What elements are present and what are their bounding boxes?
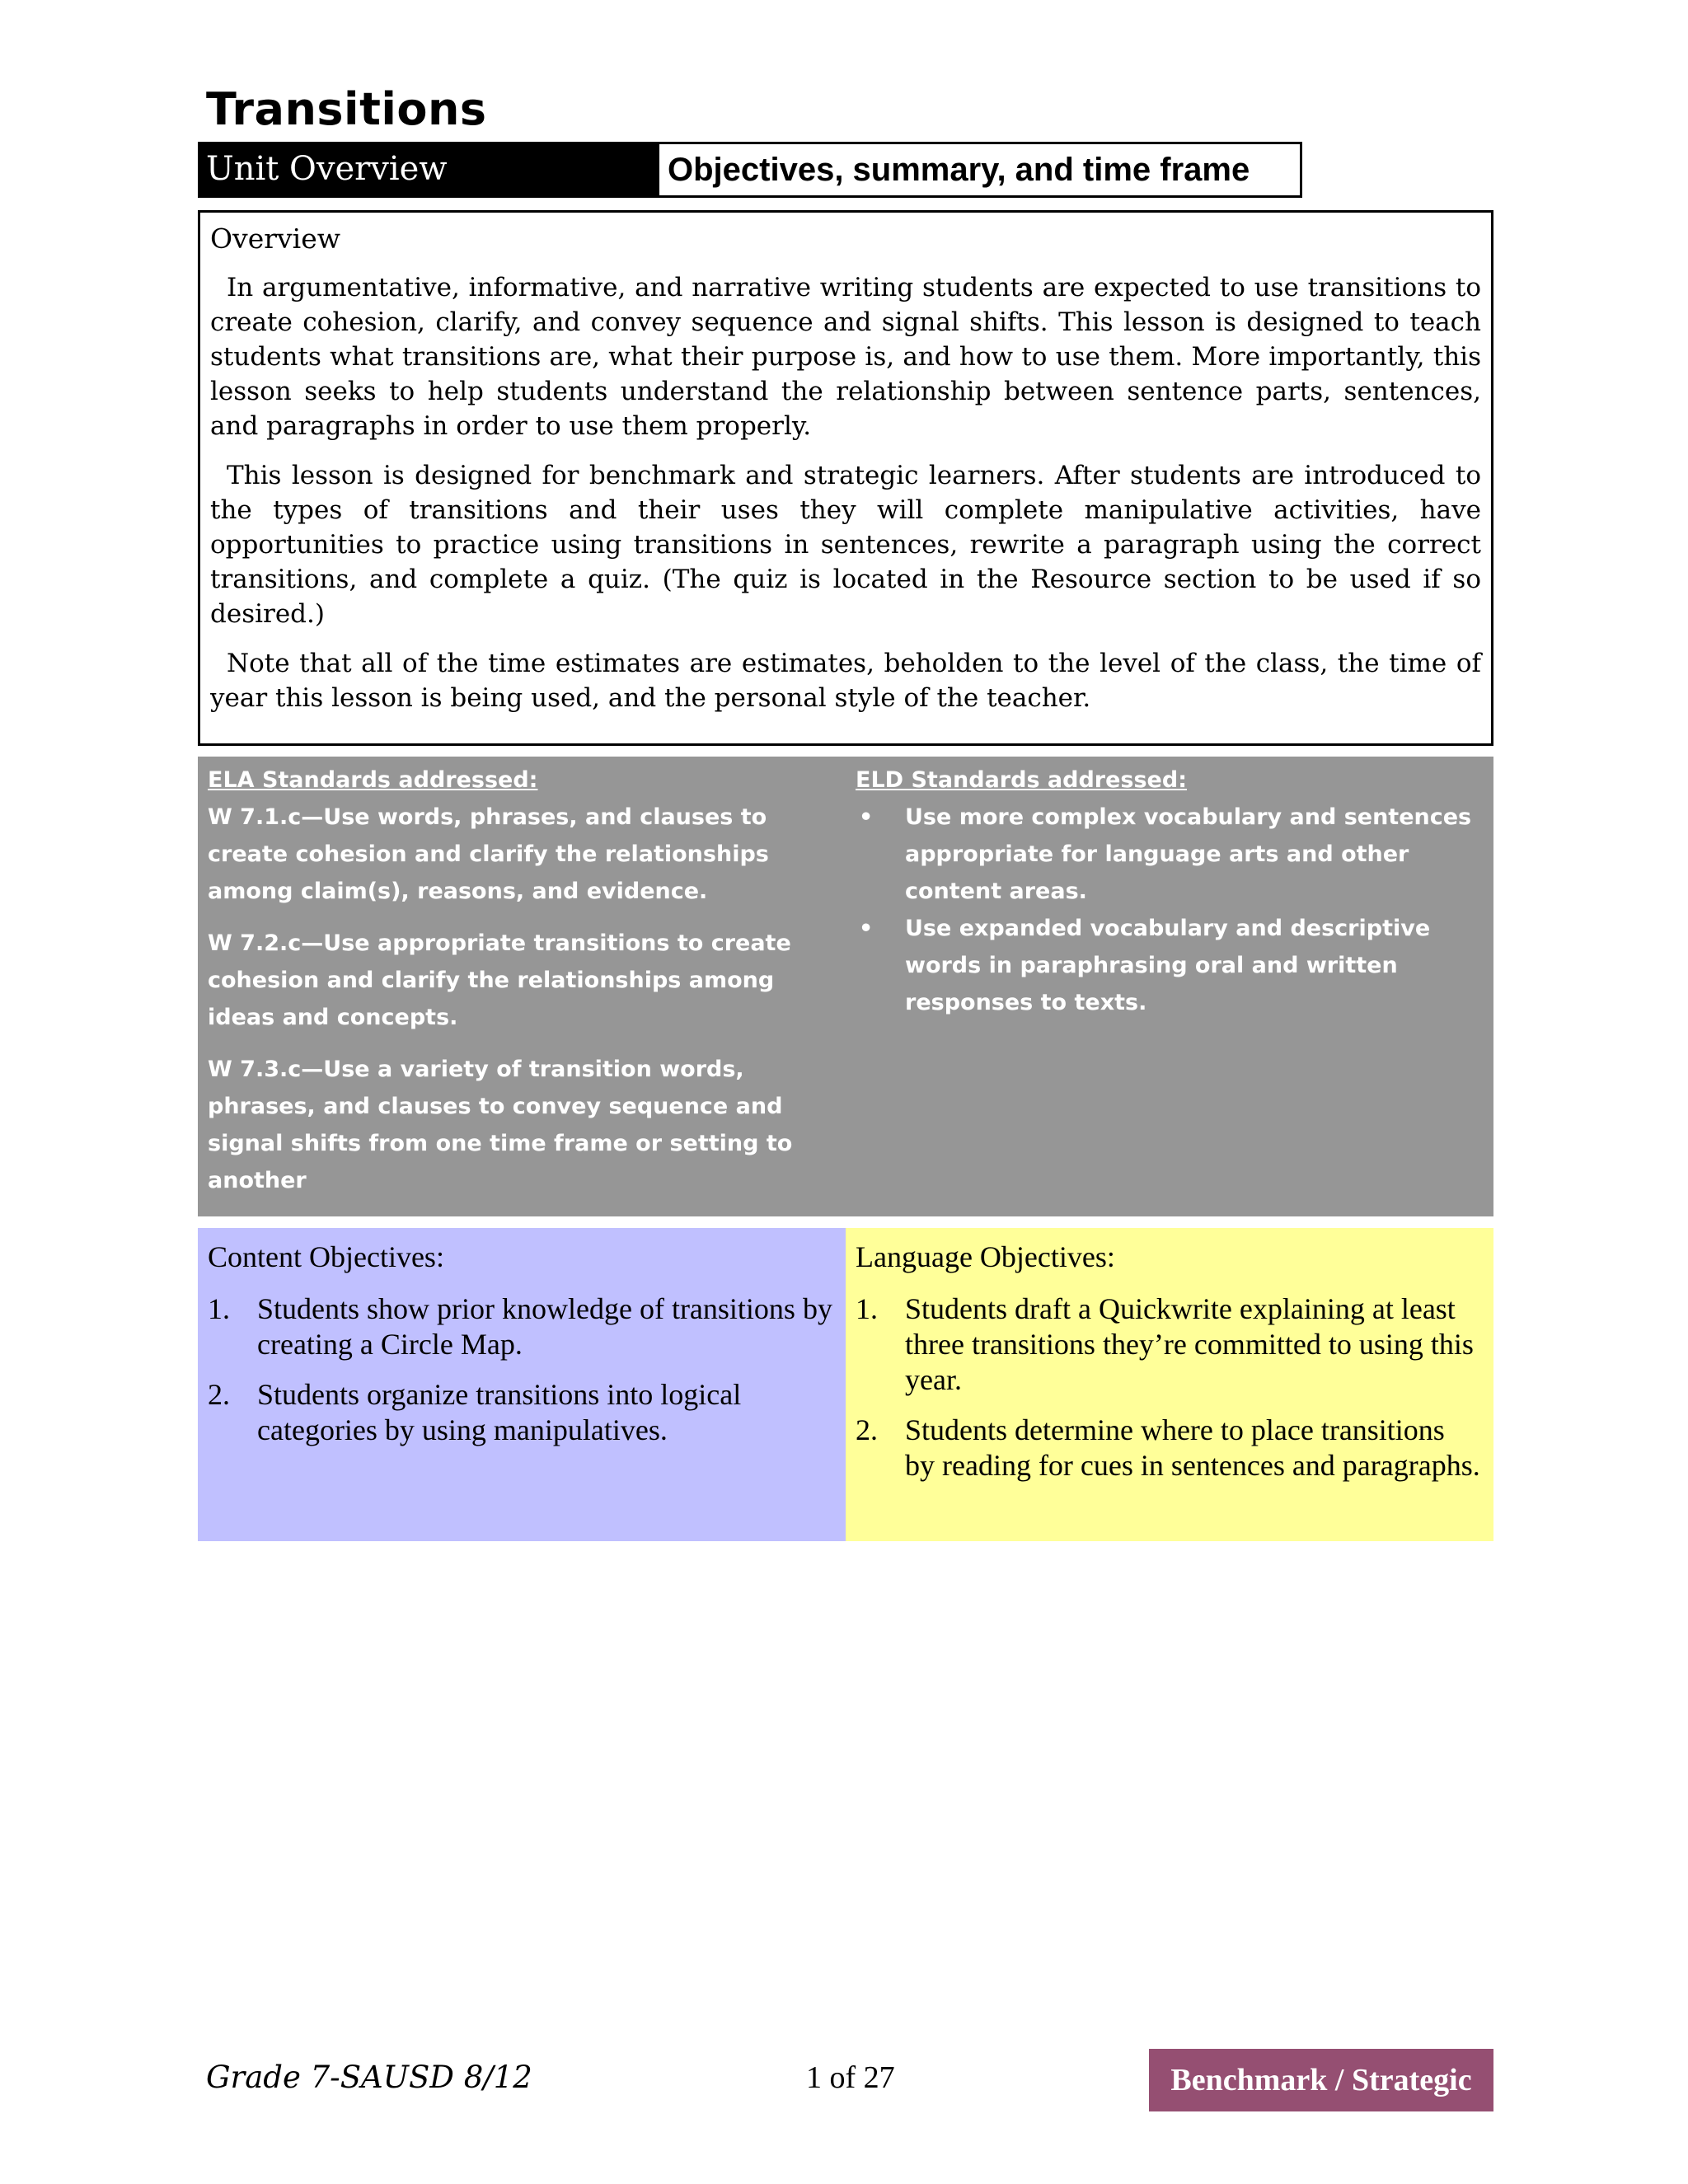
language-objectives-list <box>856 1291 1480 1483</box>
language-objective-item <box>856 1413 1480 1483</box>
overview-paragraph: Note that all of the time estimates are estimates, beholden to the level of the class, the time of year this lesson is being used, and the personal style of the teacher. <box>210 649 1481 713</box>
eld-standards <box>846 757 1493 1216</box>
page-number: 1 of 27 <box>806 2060 895 2095</box>
ela-standards-heading: ELA Standards addressed: <box>208 767 538 793</box>
content-objective-item <box>208 1291 832 1362</box>
unit-overview-subtitle: Objectives, summary, and time frame <box>659 142 1302 198</box>
content-objectives <box>198 1228 846 1541</box>
overview-paragraph: In argumentative, informative, and narrative writing students are expected to use transitions to create cohesion, clarify, and convey sequence and signal shifts. This lesson is designed to teach students what transitions are, what their purpose is, and how to use them. More importantly, this lesson seeks to help students understand the relationship between sentence parts, sentences, and paragraphs in order to use them properly. <box>210 273 1481 441</box>
eld-standard-text: Use more complex vocabulary and sentences appropriate for language arts and other content areas. <box>905 804 1472 904</box>
language-objective-text: Students determine where to place transitions by reading for cues in sentences and paragraphs. <box>905 1413 1480 1482</box>
ela-standard-item: W 7.2.c—Use appropriate transitions to create cohesion and clarify the relationships among ideas and concepts. <box>208 930 791 1030</box>
overview-box <box>198 210 1493 746</box>
item-number: 2. <box>856 1413 878 1446</box>
content-objectives-list <box>208 1291 832 1448</box>
language-objectives-heading: Language Objectives: <box>856 1240 1115 1273</box>
item-number: 2. <box>208 1378 230 1411</box>
objectives-panel <box>198 1228 1493 1541</box>
bullet-icon: • <box>859 916 874 941</box>
ela-standard-item: W 7.1.c—Use words, phrases, and clauses to create cohesion and clarify the relationships among claim(s), reasons, and evidence. <box>208 804 769 904</box>
language-objectives <box>846 1228 1493 1541</box>
overview-paragraph: This lesson is designed for benchmark and strategic learners. After students are introduced to the types of transitions and their uses they will complete manipulative activities, have opportunities to practice using transitions in sentences, rewrite a paragraph using the correct transitions, and complete a quiz. (The quiz is located in the Resource section to be used if so desired.) <box>210 461 1481 629</box>
eld-standard-item <box>856 799 1479 910</box>
content-objectives-heading: Content Objectives: <box>208 1240 444 1273</box>
overview-heading: Overview <box>210 223 340 255</box>
ela-standards <box>198 757 846 1216</box>
language-objective-item <box>856 1291 1480 1398</box>
standards-panel <box>198 757 1493 1216</box>
ela-standard-item: W 7.3.c—Use a variety of transition words, phrases, and clauses to convey sequence and signal shifts from one time frame or setting to another <box>208 1057 793 1193</box>
footer-grade-label: Grade 7-SAUSD 8/12 <box>206 2060 532 2095</box>
eld-standards-list <box>856 799 1479 1021</box>
content-objective-text: Students show prior knowledge of transitions by creating a Circle Map. <box>257 1292 832 1361</box>
eld-standard-text: Use expanded vocabulary and descriptive words in paraphrasing oral and written responses to texts. <box>905 916 1431 1015</box>
language-objective-text: Students draft a Quickwrite explaining at least three transitions they’re committed to using this year. <box>905 1292 1474 1396</box>
item-number: 1. <box>856 1292 878 1325</box>
unit-overview-bar <box>198 142 1302 198</box>
level-badge: Benchmark / Strategic <box>1149 2049 1493 2111</box>
unit-overview-label: Unit Overview <box>198 142 659 198</box>
bullet-icon: • <box>859 804 874 830</box>
item-number: 1. <box>208 1292 230 1325</box>
content-objective-item <box>208 1377 832 1448</box>
eld-standards-heading: ELD Standards addressed: <box>856 767 1187 793</box>
content-objective-text: Students organize transitions into logical categories by using manipulatives. <box>257 1378 742 1446</box>
eld-standard-item <box>856 910 1479 1021</box>
page-title: Transitions <box>206 83 487 135</box>
